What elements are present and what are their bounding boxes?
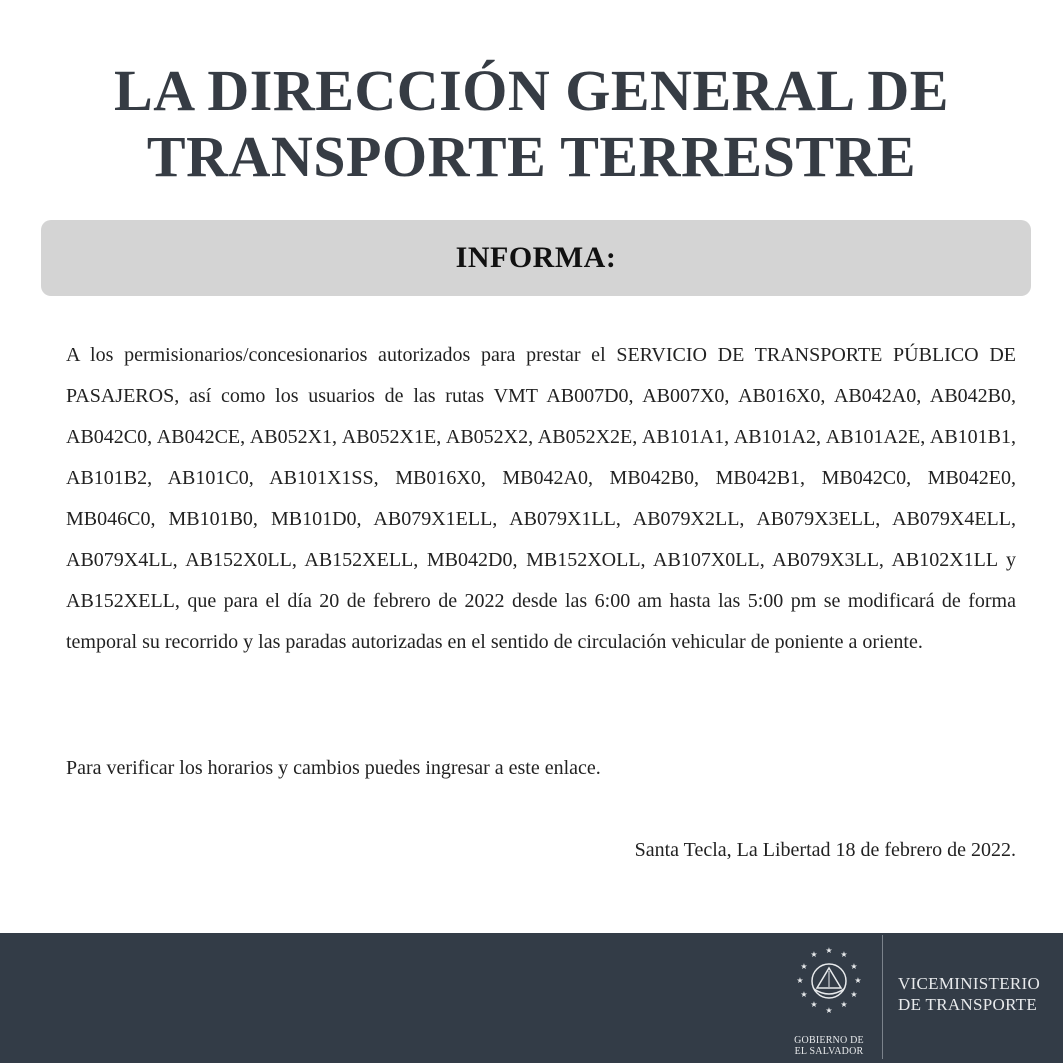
svg-text:★: ★ [850, 990, 858, 999]
footer-bar [0, 933, 1063, 1063]
svg-text:★: ★ [840, 950, 848, 959]
gov-line-1: GOBIERNO DE [794, 1035, 864, 1046]
title-line-2: TRANSPORTE TERRESTRE [146, 124, 917, 189]
el-salvador-coat-of-arms-icon [794, 943, 864, 1031]
notice-paragraph: A los permisionarios/concesionarios autorizados para prestar el SERVICIO DE TRANSPORTE PÚBLICO DE PASAJEROS, así como los usuarios de las rutas VMT AB007D0, AB007X0, AB016X0, AB042A0, AB042B0, AB042C0, AB042CE, AB052X1, AB052X1E, AB052X2, AB052X2E, AB101A1, AB101A2, AB101A2E, AB101B1, AB101B2, AB101C0, AB101X1SS, MB016X0, MB042A0, MB042B0, MB042B1, MB042C0, MB042E0, MB046C0, MB101B0, MB101D0, AB079X1ELL, AB079X1LL, AB079X2LL, AB079X3ELL, AB079X4ELL, AB079X4LL, AB152X0LL, AB152XELL, MB042D0, MB152XOLL, AB107X0LL, AB079X3LL, AB102X1LL y AB152XELL, que para el día 20 de febrero de 2022 desde las 6:00 am hasta las 5:00 pm se modificará de forma temporal su recorrido y las paradas autorizadas en el sentido de circulación vehicular de poniente a oriente. [66, 344, 1016, 653]
svg-text:★: ★ [840, 1000, 848, 1009]
gov-el-salvador-label [786, 1035, 872, 1057]
title-line-1: LA DIRECCIÓN GENERAL DE [114, 58, 949, 123]
vice-line-2: DE TRANSPORTE [898, 995, 1038, 1014]
footer-divider [882, 935, 883, 1059]
svg-text:★: ★ [796, 976, 804, 985]
svg-text:★: ★ [800, 990, 808, 999]
viceministerio-label [898, 973, 1040, 1015]
svg-text:★: ★ [825, 1006, 833, 1015]
government-emblem [786, 943, 872, 1057]
informa-banner [41, 220, 1031, 296]
svg-text:★: ★ [850, 962, 858, 971]
vice-line-1: VICEMINISTERIO [898, 974, 1041, 993]
place-date-signoff: Santa Tecla, La Libertad 18 de febrero de 2022. [634, 839, 1016, 861]
page-title [0, 58, 1063, 190]
gov-line-2: EL SALVADOR [794, 1046, 864, 1057]
schedule-link-text[interactable]: Para verificar los horarios y cambios puedes ingresar a este enlace. [66, 757, 601, 779]
svg-text:★: ★ [810, 950, 818, 959]
svg-text:★: ★ [810, 1000, 818, 1009]
svg-text:★: ★ [854, 976, 862, 985]
banner-label: INFORMA: [455, 241, 617, 274]
svg-text:★: ★ [800, 962, 808, 971]
svg-text:★: ★ [825, 946, 833, 955]
